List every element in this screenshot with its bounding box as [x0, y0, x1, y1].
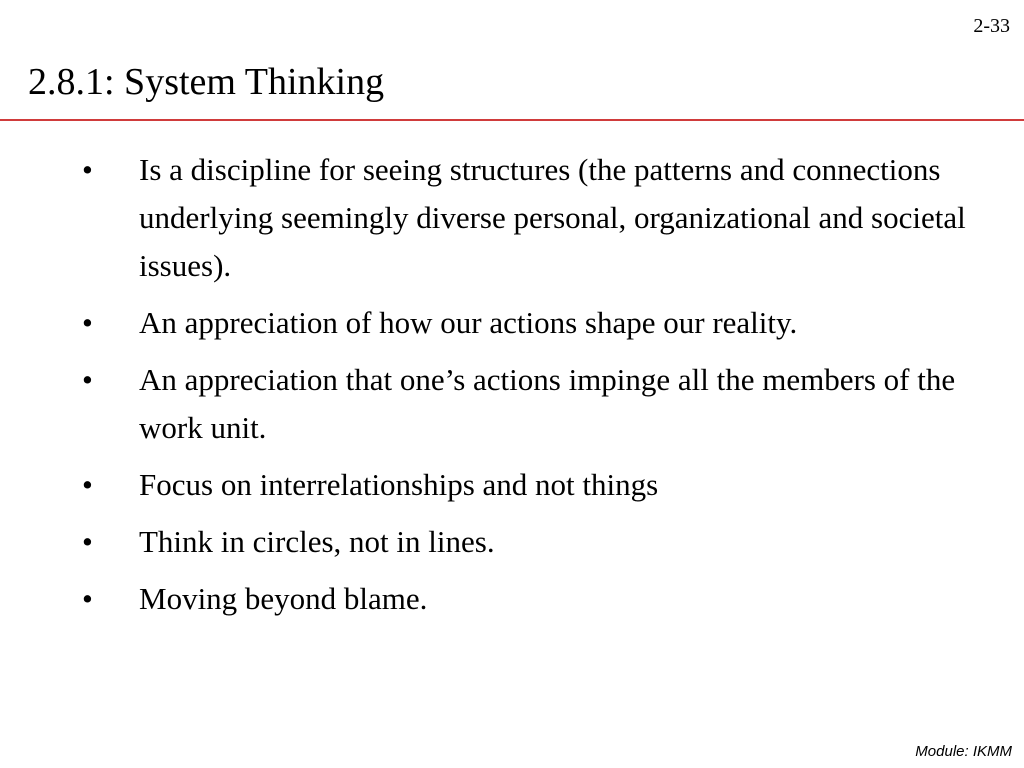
- bullet-marker: •: [82, 305, 93, 340]
- bullet-marker: •: [82, 524, 93, 559]
- bullet-text: Focus on interrelationships and not things: [139, 467, 659, 502]
- bullet-list: [0, 146, 1024, 632]
- bullet-text: Moving beyond blame.: [139, 581, 428, 616]
- bullet-item: [0, 518, 1024, 566]
- bullet-marker: •: [82, 581, 93, 616]
- bullet-text: Is a discipline for seeing structures (the patterns and connections underlying seemingly diverse personal, organizational and societal issues).: [139, 152, 966, 283]
- title-divider: [0, 119, 1024, 121]
- bullet-item: [0, 575, 1024, 623]
- bullet-text: Think in circles, not in lines.: [139, 524, 495, 559]
- bullet-marker: •: [82, 467, 93, 502]
- page-number: 2-33: [973, 15, 1010, 37]
- bullet-text: An appreciation that one’s actions impinge all the members of the work unit.: [139, 362, 956, 445]
- footer-module-label: Module: IKMM: [915, 743, 1012, 760]
- bullet-text: An appreciation of how our actions shape our reality.: [139, 305, 798, 340]
- bullet-item: [0, 146, 1024, 290]
- slide-title: 2.8.1: System Thinking: [28, 61, 385, 103]
- bullet-item: [0, 299, 1024, 347]
- bullet-marker: •: [82, 362, 93, 397]
- bullet-marker: •: [82, 152, 93, 187]
- bullet-item: [0, 356, 1024, 452]
- bullet-item: [0, 461, 1024, 509]
